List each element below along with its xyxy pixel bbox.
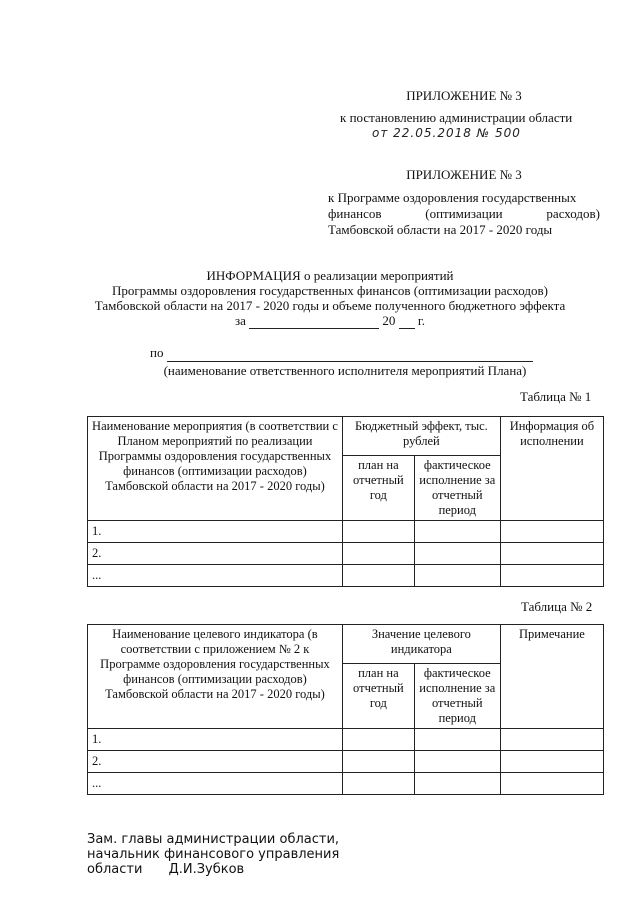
table2-col-note: Примечание — [500, 625, 603, 729]
table1-row-2: 2. — [88, 543, 343, 565]
appendix-title-1: ПРИЛОЖЕНИЕ № 3 — [406, 88, 522, 103]
signature-line2: начальник финансового управления — [87, 847, 340, 862]
year-blank — [399, 313, 415, 329]
table-row — [88, 773, 604, 795]
signature-line3: области — [87, 862, 143, 877]
table-row — [88, 729, 604, 751]
appendix-header-1 — [328, 88, 600, 140]
appendix-ref-1: к постановлению администрации области — [340, 110, 573, 125]
signatory-name: Д.И.Зубков — [168, 862, 245, 877]
table1-col-plan: план на отчетный год — [342, 456, 414, 521]
year-label: 20 — [382, 313, 396, 328]
appendix-title-2: ПРИЛОЖЕНИЕ № 3 — [406, 167, 522, 182]
table2-caption: Таблица № 2 — [521, 599, 593, 614]
table-2 — [87, 624, 604, 795]
table1-row-1: 1. — [88, 521, 343, 543]
appendix-header-2 — [328, 167, 600, 238]
executor-block — [150, 345, 540, 379]
appendix-ref-2-line2: финансов (оптимизации расходов) — [328, 206, 600, 221]
table2-col-fact: фактическое исполнение за отчетный период — [414, 664, 500, 729]
info-period — [70, 313, 590, 329]
table2-col-name: Наименование целевого индикатора (в соответствии с приложением № 2 к Программе оздоровления государственных финансов (оптимизации расходов) Тамбовской области на 2017 - 2020 годы) — [88, 625, 343, 729]
executor-caption: (наименование ответственного исполнителя мероприятий Плана) — [163, 363, 527, 378]
table2-row-3: ... — [88, 773, 343, 795]
info-line2: Программы оздоровления государственных финансов (оптимизации расходов) — [112, 283, 548, 298]
table2-row-1: 1. — [88, 729, 343, 751]
table2-row-2: 2. — [88, 751, 343, 773]
table1-col-name: Наименование мероприятия (в соответствии с Планом мероприятий по реализации Программы оздоровления государственных финансов (оптимизации расходов) Тамбовской области на 2017 - 2020 годы) — [88, 417, 343, 521]
executor-blank — [167, 345, 533, 362]
handwritten-date-number: от 22.05.2018 № 500 — [372, 126, 521, 140]
info-block — [70, 268, 590, 329]
period-blank — [249, 313, 379, 329]
appendix-ref-2-line1: к Программе оздоровления государственных — [328, 190, 577, 205]
appendix-ref-2-line3: Тамбовской области на 2017 - 2020 годы — [328, 222, 553, 237]
signature-line1: Зам. главы администрации области, — [87, 832, 340, 847]
po-label: по — [150, 345, 164, 360]
table-row — [88, 565, 604, 587]
table2-col-value: Значение целевого индикатора — [342, 625, 500, 664]
table1-col-effect: Бюджетный эффект, тыс. рублей — [342, 417, 500, 456]
table1-col-fact: фактическое исполнение за отчетный период — [414, 456, 500, 521]
table1-caption: Таблица № 1 — [520, 389, 592, 404]
table1-row-3: ... — [88, 565, 343, 587]
table-row — [88, 521, 604, 543]
table2-col-plan: план на отчетный год — [342, 664, 414, 729]
table1-col-info: Информация об исполнении — [500, 417, 603, 521]
signature-block — [87, 832, 387, 877]
year-suffix: г. — [417, 313, 426, 328]
table-row — [88, 751, 604, 773]
info-title: ИНФОРМАЦИЯ о реализации мероприятий — [206, 268, 454, 283]
table-row — [88, 543, 604, 565]
table-1 — [87, 416, 604, 587]
za-label: за — [234, 313, 246, 328]
info-line3: Тамбовской области на 2017 - 2020 годы и объеме полученного бюджетного эффекта — [94, 298, 566, 313]
